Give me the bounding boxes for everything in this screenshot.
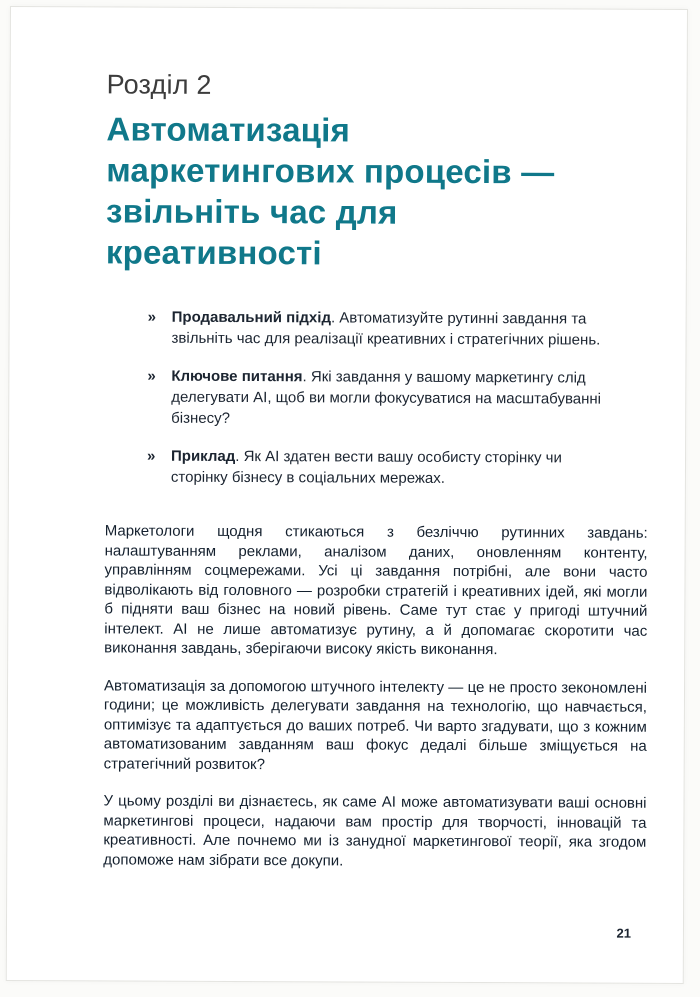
bullet-text bbox=[171, 366, 619, 431]
title-line: звільніть час для bbox=[106, 192, 398, 231]
bullet-lead: Продавальний підхід bbox=[171, 308, 332, 327]
bullet-item bbox=[147, 446, 619, 490]
page bbox=[6, 6, 688, 984]
title-line: креативності bbox=[105, 233, 322, 272]
bullet-marker: » bbox=[147, 367, 156, 385]
bullet-marker: » bbox=[147, 447, 156, 465]
bullet-item bbox=[148, 307, 620, 351]
bullet-lead: Ключове питання bbox=[171, 367, 303, 386]
bullet-list bbox=[147, 307, 620, 490]
body-paragraph: Маркетологи щодня стикаються з безліччю рутинних завдань: налаштуванням реклами, аналізом даних, оновленням контенту, управлінням соцмережами. Усі ці завдання потрібні, але вони часто відволікають від головного — розробки стратегій і креативних ідей, які могли б підняти ваш бізнес на новий рівень. Саме тут стає у пригоді штучний інтелект. AI не лише автоматизує рутину, а й допомагає скоротити час виконання завдань, зберігаючи високу якість виконання. bbox=[104, 522, 648, 659]
bullet-item bbox=[147, 366, 619, 431]
bullet-marker: » bbox=[147, 308, 157, 326]
body-paragraph: Автоматизація за допомогою штучного інтелекту — це не просто зекономлені години; це можливість делегувати завдання на технологію, що навчається, оптимізує та адаптується до ваших потреб. Чи варто згадувати, що з кожним автоматизованим завданням ваш фокус дедалі більше зміщується на стратегічний розвиток? bbox=[103, 676, 648, 773]
chapter-label: Розділ 2 bbox=[106, 69, 212, 100]
page-title bbox=[106, 108, 647, 274]
body-text bbox=[103, 521, 648, 871]
title-line: маркетингових процесів — bbox=[106, 151, 555, 191]
bullet-rest: . Які завдання у вашому маркетингу слід делегувати AI, щоб ви могли фокусуватися на масштабуванні бізнесу? bbox=[171, 368, 602, 427]
page-number: 21 bbox=[616, 925, 631, 941]
bullet-lead: Приклад bbox=[171, 447, 236, 465]
bullet-text bbox=[171, 446, 619, 490]
title-line: Автоматизація bbox=[106, 110, 351, 149]
bullet-rest: . Автоматизуйте рутинні завдання та звільніть час для реалізації креативних і стратегічних рішень. bbox=[171, 309, 601, 349]
bullet-text bbox=[172, 307, 620, 351]
bullet-rest: . Як AI здатен вести вашу особисту сторінку чи сторінку бізнесу в соціальних мережах. bbox=[170, 447, 562, 487]
body-paragraph: У цьому розділі ви дізнаєтесь, як саме AI може автоматизувати ваші основні маркетингові процеси, надаючи вам простір для творчості, інновацій та креативності. Але почнемо ми із занудної маркетингової теорії, яка згодом допоможе нам зібрати все докупи. bbox=[103, 792, 647, 869]
